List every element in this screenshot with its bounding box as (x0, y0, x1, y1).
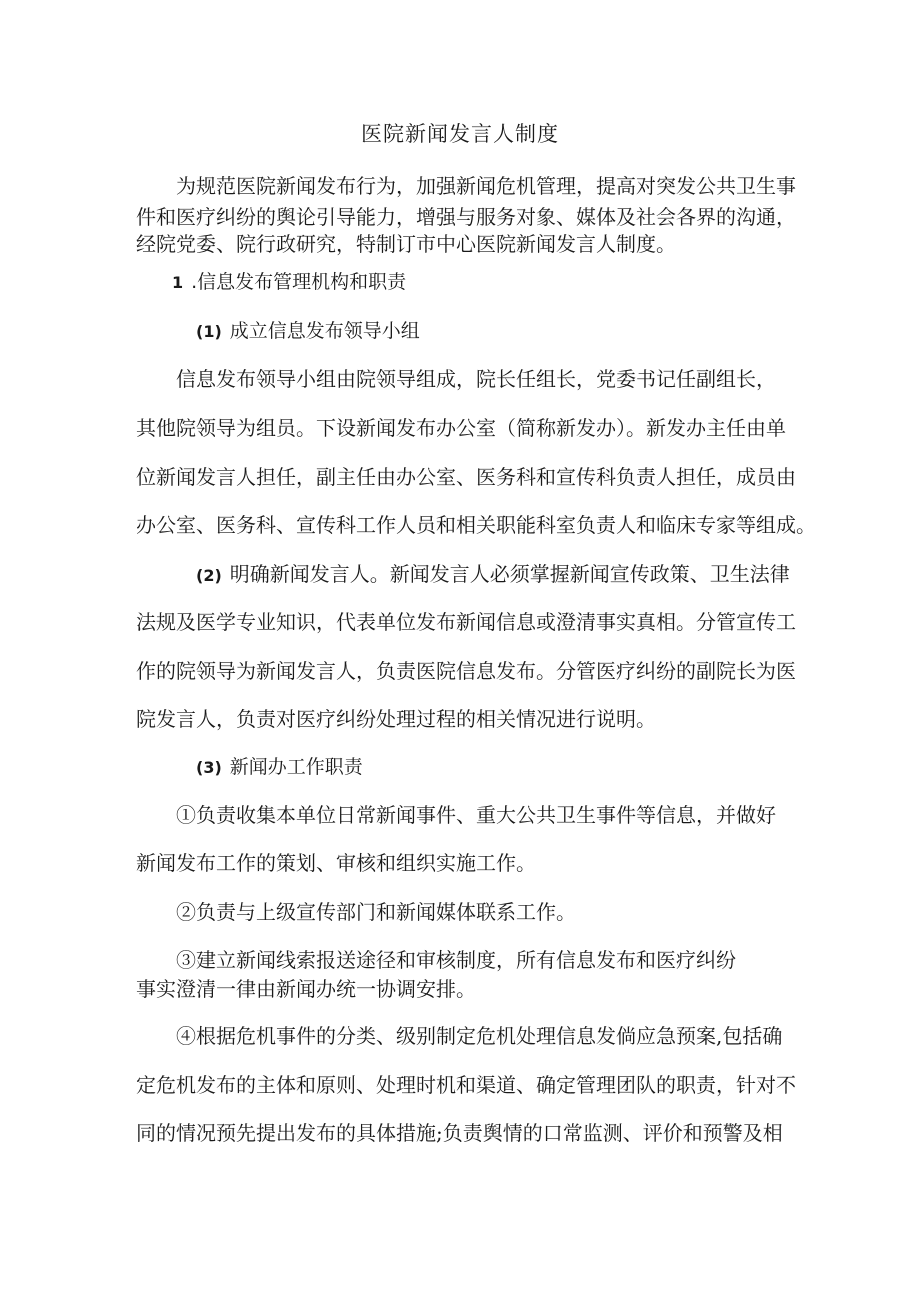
duty-line: 新闻发布工作的策划、审核和组织实施工作。 (136, 851, 536, 875)
body-line: 其他院领导为组员。下设新闻发布办公室（简称新发办）。新发办主任由单 (136, 416, 786, 440)
duty-line: 同的情况预先提出发布的具体措施;负责舆情的口常监测、评价和预警及相 (136, 1121, 783, 1145)
intro-line: 经院党委、院行政研究，特制订市中心医院新闻发言人制度。 (136, 232, 676, 256)
duty-line: ③建立新闻线索报送途径和审核制度，所有信息发布和医疗纠纷 (176, 948, 736, 972)
item-number: (1) (196, 322, 222, 341)
item-number: (2) (196, 566, 222, 585)
body-line: 位新闻发言人担任，副主任由办公室、医务科和宣传科负责人担任，成员由 (136, 465, 796, 489)
document-title: 医院新闻发言人制度 (361, 122, 559, 146)
body-line: 法规及医学专业知识，代表单位发布新闻信息或澄清事实真相。分管宣传工 (136, 610, 796, 634)
body-line: 作的院领导为新闻发言人，负责医院信息发布。分管医疗纠纷的副院长为医 (136, 659, 796, 683)
item-title: 新闻办工作职责 (229, 756, 363, 778)
body-line: 院发言人，负责对医疗纠纷处理过程的相关情况进行说明。 (136, 707, 656, 731)
body-line: 明确新闻发言人。新闻发言人必须掌握新闻宣传政策、卫生法律 (229, 562, 790, 586)
section-heading (172, 268, 406, 297)
item-title: 成立信息发布领导小组 (229, 320, 420, 342)
duty-line: ②负责与上级宣传部门和新闻媒体联系工作。 (176, 900, 576, 924)
intro-line: 件和医疗纠纷的舆论引导能力，增强与服务对象、媒体及社会各界的沟通， (136, 205, 796, 229)
section-title: .信息发布管理机构和职责 (191, 271, 407, 293)
section-number: 1 (172, 273, 184, 292)
body-line: 信息发布领导小组由院领导组成，院长任组长，党委书记任副组长， (176, 367, 776, 391)
item-heading (196, 317, 420, 346)
body-line: 办公室、医务科、宣传科工作人员和相关职能科室负责人和临床专家等组成。 (136, 513, 816, 537)
item-heading (196, 753, 363, 782)
item-number: (3) (196, 758, 222, 777)
item-paragraph-start (196, 560, 790, 590)
duty-line: ①负责收集本单位日常新闻事件、重大公共卫生事件等信息，并做好 (176, 803, 776, 827)
duty-line: 事实澄清一律由新闻办统一协调安排。 (136, 977, 476, 1001)
duty-line: 定危机发布的主体和原则、处理时机和渠道、确定管理团队的职责，针对不 (136, 1073, 796, 1097)
duty-line: ④根据危机事件的分类、级别制定危机处理信息发倘应急预案,包括确 (176, 1024, 783, 1048)
intro-line: 为规范医院新闻发布行为，加强新闻危机管理，提高对突发公共卫生事 (176, 174, 796, 198)
